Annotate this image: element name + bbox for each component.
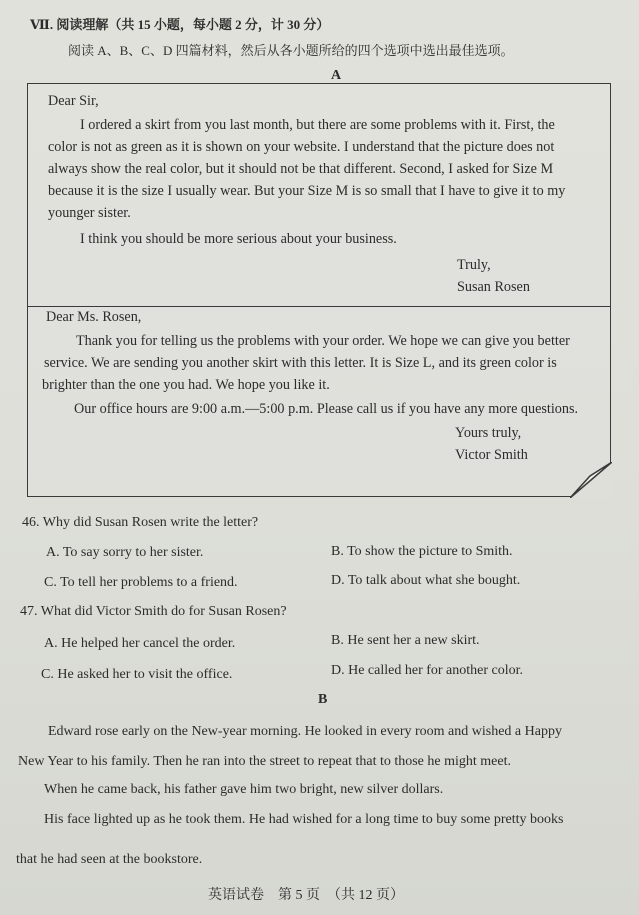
question-47-stem: 47. What did Victor Smith do for Susan Rosen? — [20, 604, 287, 619]
passage-a-label: A — [331, 68, 342, 83]
letter2-line: Thank you for telling us the problems with your order. We hope we can give you better — [76, 333, 570, 349]
passage-b-label: B — [318, 692, 328, 707]
question-47-option-a[interactable]: A. He helped her cancel the order. — [44, 636, 236, 651]
letter1-line: I think you should be more serious about your business. — [80, 231, 397, 247]
letter2-line: service. We are sending you another skirt with this letter. It is Size L, and its green color is — [44, 355, 557, 371]
letter1-closing: Truly, — [457, 257, 491, 273]
question-47-option-b[interactable]: B. He sent her a new skirt. — [331, 633, 480, 648]
letter1-greeting: Dear Sir, — [48, 93, 99, 109]
question-46-option-d[interactable]: D. To talk about what she bought. — [331, 573, 521, 588]
letter1-line: I ordered a skirt from you last month, but there are some problems with it. First, the — [80, 117, 555, 133]
letter2-closing: Yours truly, — [455, 425, 522, 441]
section-instruction: 阅读 A、B、C、D 四篇材料，然后从各小题所给的四个选项中选出最佳选项。 — [68, 43, 514, 58]
question-47-option-d[interactable]: D. He called her for another color. — [331, 663, 524, 678]
page-curl-icon — [570, 462, 612, 498]
letter1-signature: Susan Rosen — [457, 279, 530, 295]
question-46-option-b[interactable]: B. To show the picture to Smith. — [331, 544, 513, 559]
question-46-option-c[interactable]: C. To tell her problems to a friend. — [44, 575, 238, 590]
letter2-line: Our office hours are 9:00 a.m.—5:00 p.m. Please call us if you have any more questions. — [74, 401, 579, 417]
passage-b-line: that he had seen at the bookstore. — [16, 852, 203, 867]
section-title: Ⅶ. 阅读理解（共 15 小题，每小题 2 分，计 30 分） — [30, 17, 330, 32]
letter2-greeting: Dear Ms. Rosen, — [46, 309, 142, 325]
question-46-stem: 46. Why did Susan Rosen write the letter? — [22, 515, 259, 530]
letter2-line: brighter than the one you had. We hope you like it. — [42, 377, 330, 393]
passage-b-line: When he came back, his father gave him two bright, new silver dollars. — [44, 782, 444, 797]
letter1-line: always show the real color, but it should not be that different. Second, I asked for Size M — [48, 161, 554, 177]
letters-frame — [27, 83, 611, 497]
letter1-line: color is not as green as it is shown on your website. I understand that the picture does not — [48, 139, 555, 155]
letter1-line: because it is the size I usually wear. But your Size M is so small that I have to give it to my — [48, 183, 566, 199]
question-46-option-a[interactable]: A. To say sorry to her sister. — [46, 545, 204, 560]
passage-b-line: His face lighted up as he took them. He had wished for a long time to buy some pretty books — [44, 812, 564, 827]
passage-b-line: New Year to his family. Then he ran into the street to repeat that to those he might meet. — [18, 754, 511, 769]
letter1-line: younger sister. — [48, 205, 131, 221]
page-footer: 英语试卷 第 5 页 （共 12 页） — [208, 888, 404, 903]
question-47-option-c[interactable]: C. He asked her to visit the office. — [41, 667, 233, 682]
letter2-signature: Victor Smith — [455, 447, 528, 463]
passage-b-line: Edward rose early on the New-year morning. He looked in every room and wished a Happy — [48, 724, 562, 739]
